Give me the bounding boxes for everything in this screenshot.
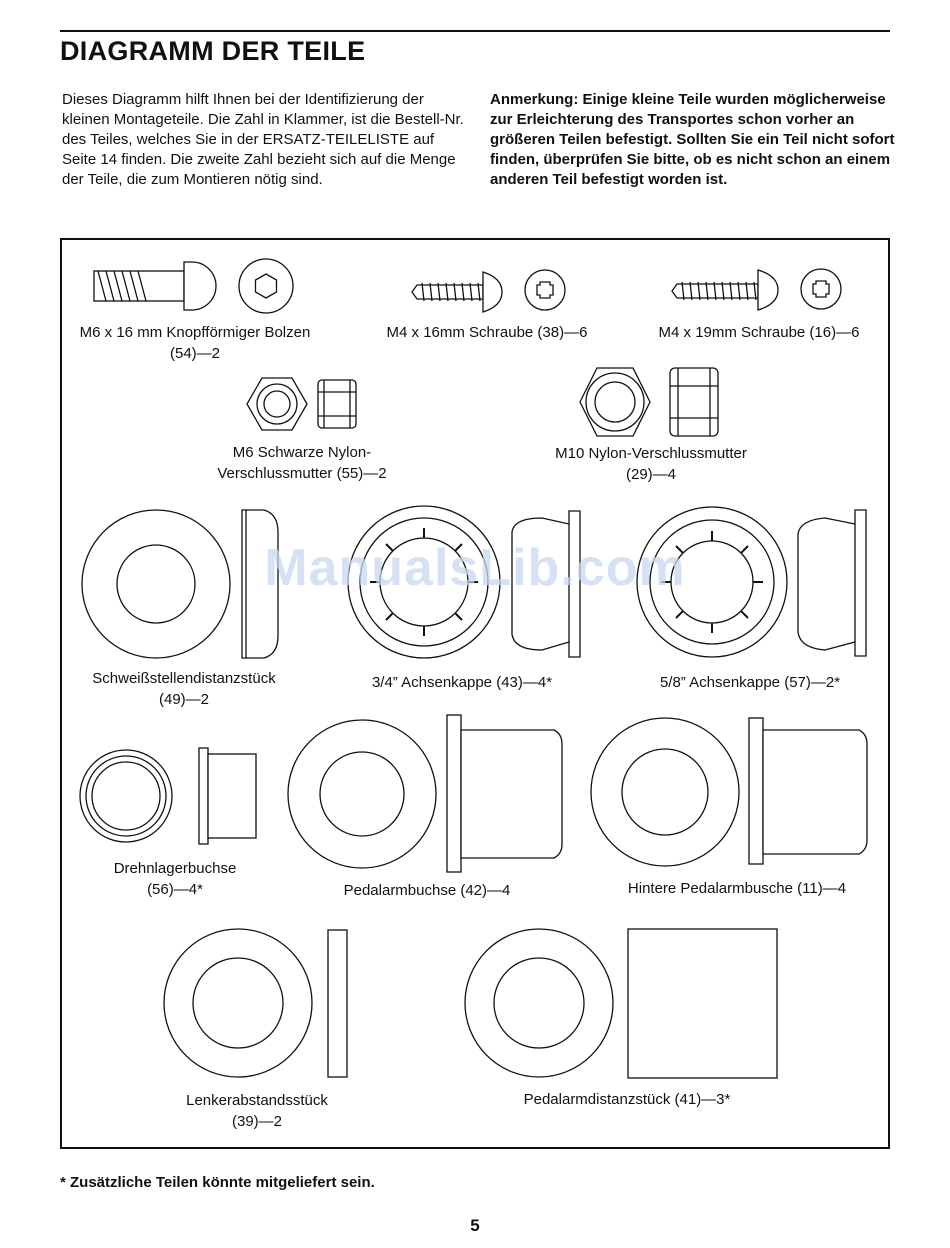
bushing-56-drawing [80, 748, 256, 844]
screw-38-drawing [412, 270, 565, 312]
page-title: DIAGRAMM DER TEILE [60, 36, 366, 66]
bushing-42-drawing [288, 715, 562, 872]
spacer-41-drawing [465, 929, 777, 1078]
part-label-38: M4 x 16mm Schraube (38)—6 [386, 324, 588, 341]
part-label-39: Lenkerabstandsstück (39)—2 [186, 1092, 328, 1130]
parts-diagram [60, 238, 890, 1149]
bushing-11-drawing [591, 718, 867, 866]
part-label-55: M6 Schwarze Nylon- Verschlussmutter (55)—2 [217, 444, 387, 482]
part-label-43: 3/4” Achsenkappe (43)—4* [371, 674, 553, 691]
footnote: * Zusätzliche Teilen könnte mitgeliefert sein. [60, 1174, 375, 1191]
part-label-41: Pedalarmdistanzstück (41)—3* [523, 1091, 731, 1108]
screw-16-drawing [672, 269, 841, 310]
part-label-56: Drehnlagerbuchse (56)—4* [113, 860, 237, 898]
part-label-57: 5/8” Achsenkappe (57)—2* [659, 674, 841, 691]
spacer-39-drawing [164, 929, 347, 1077]
title-rule [60, 30, 890, 32]
part-label-11: Hintere Pedalarmbusche (11)—4 [627, 880, 847, 897]
nut-55-drawing [247, 378, 356, 430]
part-label-29: M10 Nylon-Verschlussmutter (29)—4 [555, 445, 747, 483]
note-text: Anmerkung: Einige kleine Teile wurden möglicherweise zur Erleichterung des Transportes schon vorher an größeren Teilen befestigt. Sollten Sie ein Teil nicht sofort finden, überprüfen Sie bitte, ob es nicht schon an einem anderen Teil befestigt worden ist. [490, 91, 895, 188]
part-label-54: M6 x 16 mm Knopfförmiger Bolzen (54)—2 [79, 324, 311, 362]
part-label-16: M4 x 19mm Schraube (16)—6 [658, 324, 860, 341]
part-label-42: Pedalarmbuchse (42)—4 [343, 882, 511, 899]
watermark: ManualsLib.com [264, 539, 686, 597]
bolt-54-drawing [94, 259, 293, 313]
part-label-49: Schweißstellendistanzstück (49)—2 [92, 670, 276, 708]
nut-29-drawing [580, 368, 718, 436]
intro-text: Dieses Diagramm hilft Ihnen bei der Identifizierung der kleinen Montageteile. Die Zahl in Klammer, ist die Bestell-Nr. des Teiles, welches Sie in der ERSATZ-TEILELISTE auf Seite 14 finden. Die zweite Zahl bezieht sich auf die Menge der Teile, die zum Montieren nötig sind. [62, 91, 464, 188]
page-number: 5 [470, 1216, 480, 1235]
